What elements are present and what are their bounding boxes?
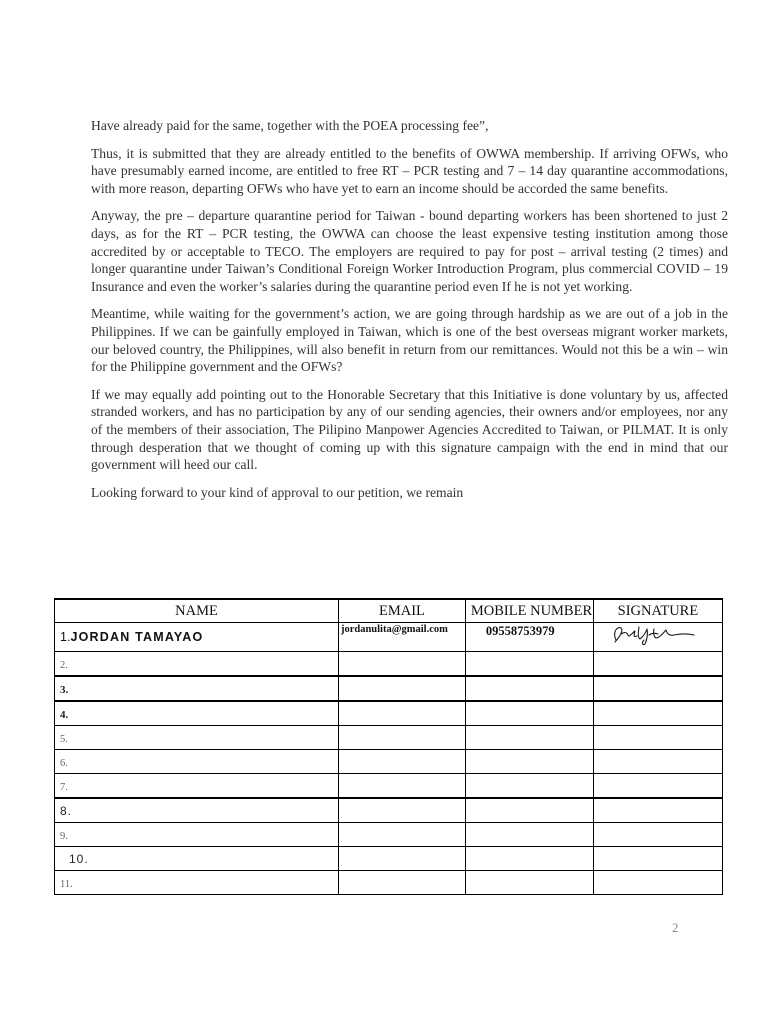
mobile-cell[interactable] bbox=[465, 823, 593, 847]
row-number: 3. bbox=[60, 683, 69, 696]
paragraph-2: Thus, it is submitted that they are already entitled to the benefits of OWWA membership. If arriving OFWs, who have presumably earned income, are entitled to free RT – PCR testing and 7 – 14 day quarantine accommodations, with more reason, departing OFWs who have yet to earn an income should be accorded the same benefits. bbox=[91, 145, 728, 196]
name-cell[interactable] bbox=[55, 871, 339, 895]
signature-cell[interactable] bbox=[593, 798, 722, 823]
signature-cell[interactable] bbox=[593, 847, 722, 871]
signature-cell[interactable] bbox=[593, 701, 722, 726]
row-number: 11. bbox=[60, 878, 73, 890]
name-cell[interactable] bbox=[55, 701, 339, 726]
paragraph-4: Meantime, while waiting for the government’s action, we are going through hardship as we are out of a job in the Philippines. If we can be gainfully employed in Taiwan, which is one of the best overseas migrant worker markets, our beloved country, the Philippines, will also benefit in return from our remittances. Would not this be a win – win for the Philippine government and the OFWs? bbox=[91, 306, 728, 375]
table-row bbox=[55, 750, 723, 774]
page-number: 2 bbox=[672, 920, 679, 935]
email-cell[interactable] bbox=[338, 871, 465, 895]
table-row bbox=[55, 871, 723, 895]
table-row bbox=[55, 847, 723, 871]
paragraph-1: Have already paid for the same, together with the POEA processing fee”, bbox=[91, 118, 489, 133]
paragraph-5: If we may equally add pointing out to the Honorable Secretary that this Initiative is done voluntary by us, affected stranded workers, and has no participation by any of our sending agencies, their owners and/or employees, nor any of the members of their association, The Pilipino Manpower Agencies Accredited to Taiwan, or PILMAT. It is only through desperation that we thought of coming up with this signature campaign with the end in mind that our government will heed our call. bbox=[91, 386, 728, 473]
mobile-cell[interactable] bbox=[465, 652, 593, 677]
signature-cell[interactable] bbox=[593, 871, 722, 895]
row-number: 4. bbox=[60, 708, 69, 721]
header-email: EMAIL bbox=[338, 599, 465, 623]
header-name: NAME bbox=[55, 599, 339, 623]
row-number: 6. bbox=[60, 757, 68, 769]
mobile-cell[interactable] bbox=[465, 676, 593, 701]
signature-cell[interactable] bbox=[593, 774, 722, 799]
table-row bbox=[55, 701, 723, 726]
name-cell[interactable] bbox=[55, 823, 339, 847]
signature-cell[interactable] bbox=[593, 676, 722, 701]
header-signature: SIGNATURE bbox=[593, 599, 722, 623]
mobile-cell[interactable] bbox=[465, 750, 593, 774]
table-row bbox=[55, 623, 723, 652]
name-cell[interactable] bbox=[55, 676, 339, 701]
name-cell[interactable] bbox=[55, 750, 339, 774]
email-cell[interactable] bbox=[338, 823, 465, 847]
row-1-name-cell[interactable] bbox=[55, 623, 339, 652]
email-cell[interactable] bbox=[338, 726, 465, 750]
row-number: 5. bbox=[60, 733, 68, 745]
row-number: 9. bbox=[60, 830, 68, 842]
row-1-email-cell[interactable]: jordanulita@gmail.com bbox=[338, 623, 465, 652]
mobile-cell[interactable] bbox=[465, 847, 593, 871]
mobile-cell[interactable] bbox=[465, 701, 593, 726]
mobile-cell[interactable] bbox=[465, 774, 593, 799]
signature-cell[interactable] bbox=[593, 750, 722, 774]
name-cell[interactable] bbox=[55, 774, 339, 799]
row-number: 10. bbox=[69, 851, 89, 866]
table-row bbox=[55, 823, 723, 847]
signature-cell[interactable] bbox=[593, 726, 722, 750]
name-cell[interactable] bbox=[55, 652, 339, 677]
row-number: 7. bbox=[60, 781, 68, 793]
email-cell[interactable] bbox=[338, 676, 465, 701]
signature-table bbox=[54, 598, 723, 895]
row-1-signature-cell[interactable] bbox=[593, 623, 722, 652]
mobile-cell[interactable] bbox=[465, 871, 593, 895]
table-header-row bbox=[55, 599, 723, 623]
name-cell[interactable] bbox=[55, 726, 339, 750]
signature-cell[interactable] bbox=[593, 652, 722, 677]
mobile-cell[interactable] bbox=[465, 798, 593, 823]
header-mobile: MOBILE NUMBER bbox=[465, 599, 593, 623]
name-cell[interactable] bbox=[55, 847, 339, 871]
table-row bbox=[55, 726, 723, 750]
email-cell[interactable] bbox=[338, 701, 465, 726]
table-row bbox=[55, 798, 723, 823]
handwritten-signature-icon bbox=[594, 623, 712, 646]
row-number: 1. bbox=[60, 630, 71, 644]
row-number: 8. bbox=[60, 803, 73, 818]
email-cell[interactable] bbox=[338, 652, 465, 677]
letter-body bbox=[91, 117, 728, 511]
row-number: 2. bbox=[60, 659, 68, 671]
email-cell[interactable] bbox=[338, 750, 465, 774]
table-row bbox=[55, 676, 723, 701]
signer-name: JORDAN TAMAYAO bbox=[70, 630, 204, 644]
email-cell[interactable] bbox=[338, 798, 465, 823]
paragraph-6: Looking forward to your kind of approval to our petition, we remain bbox=[91, 484, 464, 500]
table-row bbox=[55, 652, 723, 677]
mobile-cell[interactable] bbox=[465, 726, 593, 750]
email-cell[interactable] bbox=[338, 774, 465, 799]
email-cell[interactable] bbox=[338, 847, 465, 871]
signature-cell[interactable] bbox=[593, 823, 722, 847]
paragraph-3: Anyway, the pre – departure quarantine period for Taiwan - bound departing workers has been shortened to just 2 days, as for the RT – PCR testing, the OWWA can choose the least expensive testing institution among those accredited by or acceptable to TECO. The employers are required to pay for post – arrival testing (2 times) and longer quarantine under Taiwan’s Conditional Foreign Worker Introduction Program, plus commercial COVID – 19 Insurance and even the worker’s salaries during the quarantine period even If he is not yet working. bbox=[91, 208, 728, 294]
table-row bbox=[55, 774, 723, 799]
row-1-mobile-cell[interactable]: 09558753979 bbox=[465, 623, 593, 652]
name-cell[interactable] bbox=[55, 798, 339, 823]
